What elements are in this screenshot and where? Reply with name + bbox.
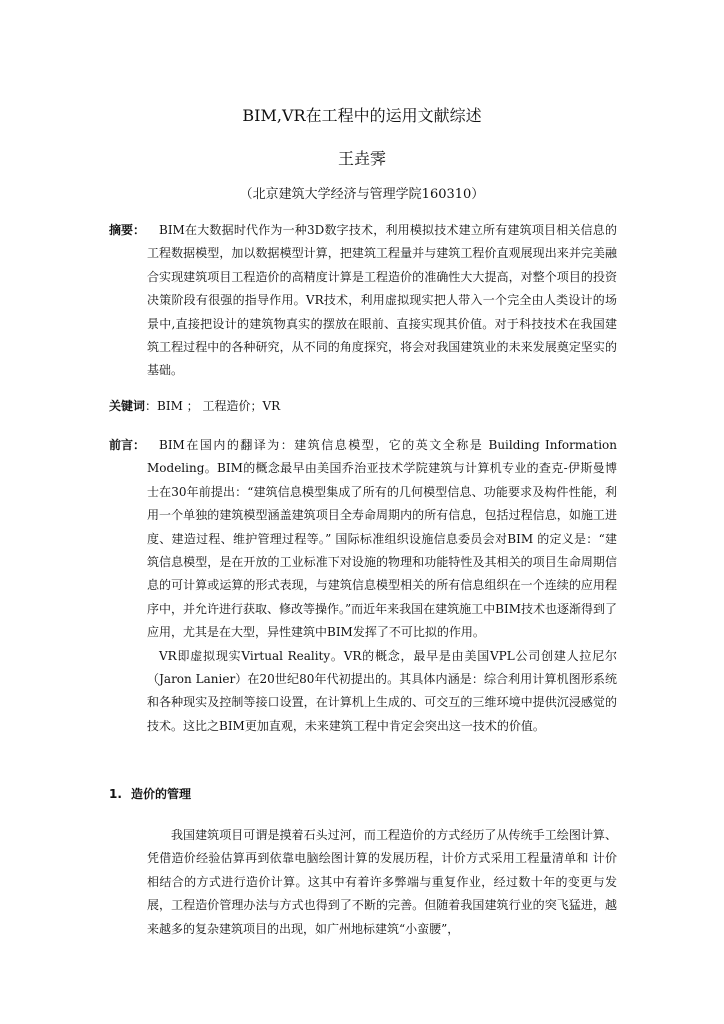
preface-section	[109, 434, 617, 738]
abstract-label: 摘要：	[109, 223, 146, 237]
author-affiliation: （北京建筑大学经济与管理学院160310）	[239, 187, 485, 202]
keywords-line	[109, 395, 617, 418]
paper-title: BIM,VR在工程中的运用文献综述	[242, 106, 482, 125]
keywords-section	[109, 395, 617, 418]
abstract-text	[109, 219, 617, 383]
keywords-label: 关键词	[109, 399, 146, 413]
author-name: 王垚霁	[337, 149, 386, 168]
keywords-text: ：BIM ； 工程造价；VR	[145, 399, 281, 413]
preface-paragraph-1: BIM在国内的翻译为：建筑信息模型，它的英文全称是 Building Information Modeling。BIM的概念最早由美国乔治亚技术学院建筑与计算机专业的查克-伊斯曼博士在30年前提出：“建筑信息模型集成了所有的几何模型信息、功能要求及构件性能，利用一个单独的建筑模型涵盖建筑项目全寿命周期内的所有信息，包括过程信息，如施工进度、建造过程、维护管理过程等。” 国际标准组织设施信息委员会对BIM 的定义是：“建筑信息模型，是在开放的工业标准下对设施的物理和功能特性及其相关的项目生命周期信息的可计算或运算的形式表现，与建筑信息模型相关的所有信息组织在一个连续的应用程序中，并允许进行获取、修改等操作。”而近年来我国在建筑施工中BIM技术也逐渐得到了应用，尤其是在大型，异性建筑中BIM发挥了不可比拟的作用。	[147, 438, 617, 640]
section-1-body: 我国建筑项目可谓是摸着石头过河，而工程造价的方式经历了从传统手工绘图计算、凭借造价经验估算再到依靠电脑绘图计算的发展历程，计价方式采用工程量清单和 计价相结合的方式进行造价计算。这其中有着许多弊端与重复作业，经过数十年的变更与发展，工程造价管理办法与方式也得到了不断的完善。但随着我国建筑行业的突飞猛进，越来越多的复杂建筑项目的出现，如广州地标建筑“小蛮腰”，	[147, 828, 617, 936]
section-1-title: 造价的管理	[131, 787, 192, 801]
preface-text	[109, 434, 617, 738]
preface-paragraph-2: VR即虚拟现实Virtual Reality。VR的概念，最早是由美国VPL公司创建人拉尼尔（Jaron Lanier）在20世纪80年代初提出的。其具体内涵是：综合利用计算机图形系统和各种现实及控制等接口设置，在计算机上生成的、可交互的三维环境中提供沉浸感觉的技术。这比之BIM更加直观，未来建筑工程中肯定会突出这一技术的价值。	[147, 648, 617, 733]
abstract-paragraph: BIM在大数据时代作为一种3D数字技术，利用模拟技术建立所有建筑项目相关信息的工程数据模型，加以数据模型计算，把建筑工程量并与建筑工程价直观展现出来并完美融合实现建筑项目工程造价的高精度计算是工程造价的准确性大大提高，对整个项目的投资决策阶段有很强的指导作用。VR技术，利用虚拟现实把人带入一个完全由人类设计的场景中,直接把设计的建筑物真实的摆放在眼前、直接实现其价值。对于科技技术在我国建筑工程过程中的各种研究，从不同的角度探究，将会对我国建筑业的未来发展奠定坚实的基础。	[147, 223, 617, 378]
section-1-heading	[109, 784, 191, 804]
abstract-section	[109, 219, 617, 383]
preface-label: 前言：	[109, 438, 146, 452]
section-1-number: 1.	[109, 787, 122, 801]
